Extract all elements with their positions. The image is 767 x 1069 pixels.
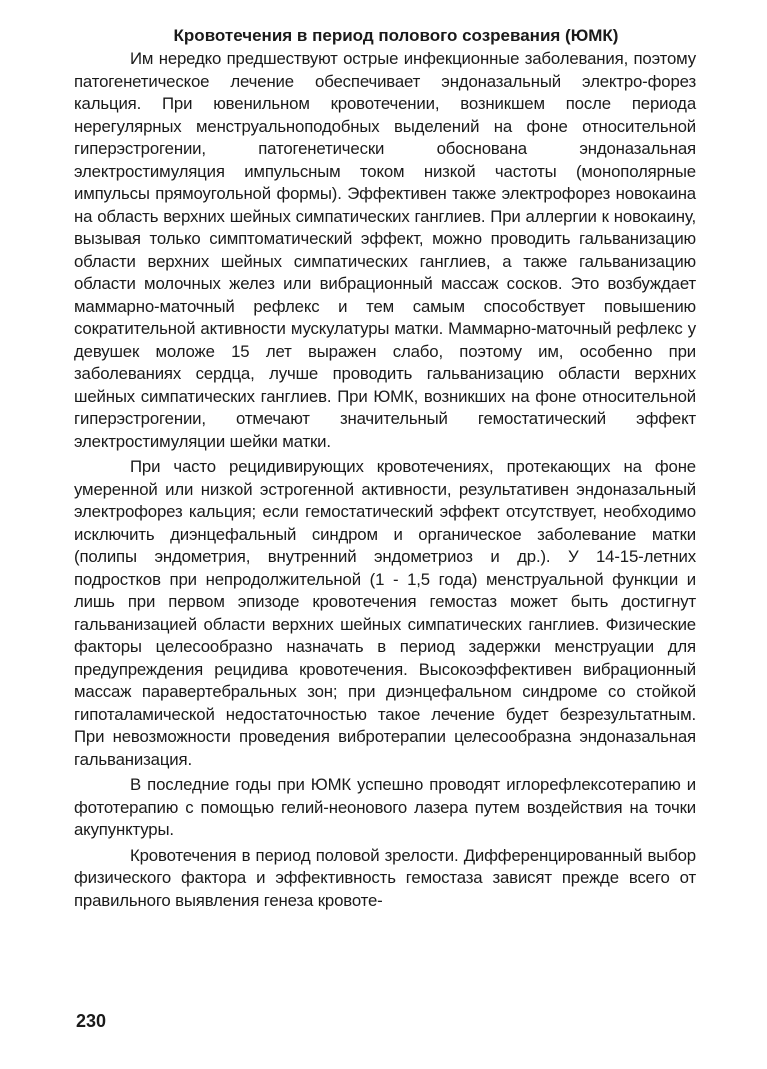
section-heading: Кровотечения в период полового созревания (ЮМК)	[173, 26, 619, 45]
paragraph-4: Кровотечения в период половой зрелости. Дифференцированный выбор физического фактора и эффективность гемостаза зависят прежде всего от правильного выявления генеза кровоте-	[74, 845, 696, 910]
paragraph-3: В последние годы при ЮМК успешно проводят иглорефлексотерапию и фототерапию с помощью гелий-неонового лазера путем воздействия на точки акупунктуры.	[74, 775, 696, 839]
page-number: 230	[76, 1011, 107, 1031]
paragraph-2: При часто рецидивирующих кровотечениях, протекающих на фоне умеренной или низкой эстрогенной активности, результативен эндоназальный электрофорез кальция; если гемостатический эффект отсутствует, необходимо исключить диэнцефальный синдром и органическое заболевание матки (полипы эндометрия, внутренний эндометриоз и др.). У 14-15-летних подростков при непродолжительной (1 - 1,5 года) менструальной функции и лишь при первом эпизоде кровотечения гемостаз может быть достигнут гальванизацией области верхних шейных симпатических ганглиев. Физические факторы целесообразно назначать в период задержки менструации для предупреждения рецидива кровотечения. Высокоэффективен вибрационный массаж паравертебральных зон; при диэнцефальном синдроме со стойкой гипоталамической недостаточностью такое лечение будет безрезультатным. При невозможности проведения вибротерапии целесообразна эндоназальная гальванизация.	[74, 457, 696, 769]
page-body	[74, 24, 696, 912]
paragraph-1: Им нередко предшествуют острые инфекционные заболевания, поэтому патогенетическое лечение обеспечивает эндоназальный электро-форез кальция. При ювенильном кровотечении, возникшем после периода нерегулярных менструальноподобных выделений на фоне относительной гиперэстрогении, патогенетически обоснована эндоназальная электростимуляция импульсным током низкой частоты (монополярные импульсы прямоугольной формы). Эффективен также электрофорез новокаина на область верхних шейных симпатических ганглиев. При аллергии к новокаину, вызывая только симптоматический эффект, можно проводить гальванизацию области верхних шейных симпатических ганглиев, а также гальванизацию области молочных желез или вибрационный массаж сосков. Это возбуждает маммарно-маточный рефлекс и тем самым способствует повышению сократительной активности мускулатуры матки. Маммарно-маточный рефлекс у девушек моложе 15 лет выражен слабо, поэтому им, особенно при заболеваниях сердца, лучше проводить гальванизацию области верхних шейных симпатических ганглиев. При ЮМК, возникших на фоне относительной гиперэстрогении, отмечают значительный гемостатический эффект электростимуляции шейки матки.	[74, 49, 696, 451]
